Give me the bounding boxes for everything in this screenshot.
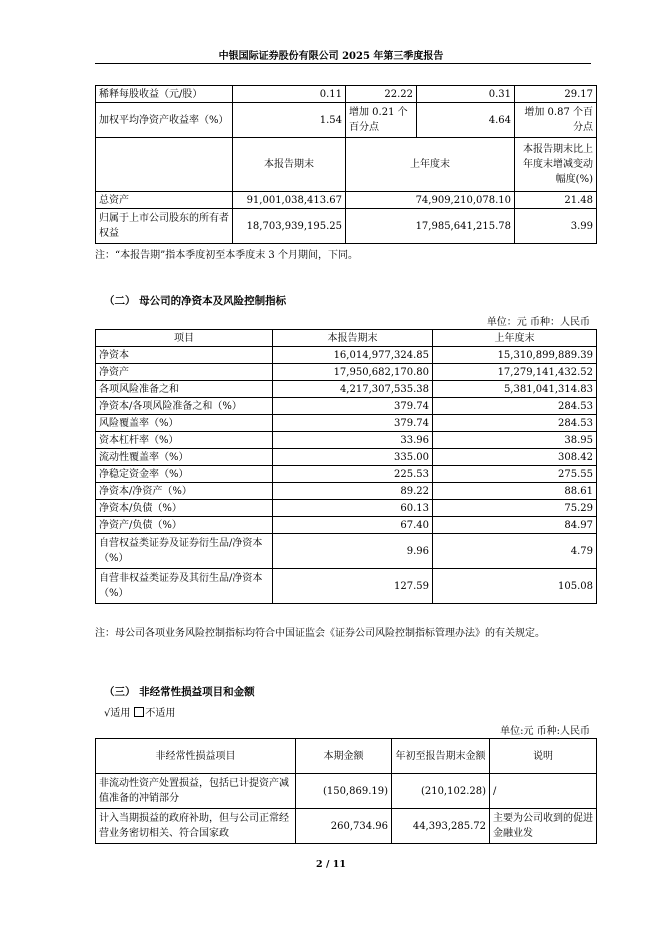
- table-cell: 4.79: [433, 534, 597, 569]
- row-label: 非流动性资产处置损益，包括已计提资产减值准备的冲销部分: [96, 774, 296, 809]
- table-cell: 260,734.96: [296, 809, 392, 844]
- table-cell: 3.99: [515, 209, 597, 244]
- table-cell: 0.11: [233, 86, 346, 103]
- table-row: [96, 398, 597, 415]
- row-label: 加权平均净资产收益率（%）: [96, 103, 233, 138]
- row-label: 总资产: [96, 192, 233, 209]
- table-header-row: [96, 330, 597, 347]
- column-header: 上年度末: [346, 138, 515, 192]
- header-divider: [95, 63, 591, 64]
- column-header: 本报告期末: [233, 138, 346, 192]
- table-cell: 89.22: [273, 483, 433, 500]
- table-row: [96, 534, 597, 569]
- unit-label: 单位：元 币种：人民币: [486, 317, 590, 328]
- table-cell: 1.54: [233, 103, 346, 138]
- row-label: 归属于上市公司股东的所有者权益: [96, 209, 233, 244]
- table-cell: 105.08: [433, 569, 597, 604]
- row-label: 净资产/负债（%）: [96, 517, 273, 534]
- table-row: [96, 209, 597, 244]
- column-header: 说明: [490, 739, 597, 774]
- note-risk-control: 注：母公司各项业务风险控制指标均符合中国证监会《证券公司风险控制指标管理办法》的有关规定。: [95, 628, 545, 639]
- table-cell: 88.61: [433, 483, 597, 500]
- table-row: [96, 347, 597, 364]
- table-row: [96, 432, 597, 449]
- table-row: [96, 415, 597, 432]
- table-cell: 91,001,038,413.67: [233, 192, 346, 209]
- table-row: [96, 500, 597, 517]
- table-cell: 379.74: [273, 398, 433, 415]
- table-cell: 84.97: [433, 517, 597, 534]
- table-cell: 17,985,641,215.78: [346, 209, 515, 244]
- table-cell: 275.55: [433, 466, 597, 483]
- table-cell: 33.96: [273, 432, 433, 449]
- table-cell: 4,217,307,535.38: [273, 381, 433, 398]
- table-cell: 22.22: [346, 86, 417, 103]
- table-cell: 主要为公司收到的促进金融业发: [490, 809, 597, 844]
- table-row: [96, 364, 597, 381]
- table-cell: 18,703,939,195.25: [233, 209, 346, 244]
- table-cell: 9.96: [273, 534, 433, 569]
- checkbox-icon: [134, 707, 144, 717]
- table-cell: 17,279,141,432.52: [433, 364, 597, 381]
- table-row: [96, 449, 597, 466]
- table-cell: 29.17: [515, 86, 597, 103]
- note-report-period: 注：“本报告期”指本季度初至本季度末 3 个月期间，下同。: [95, 250, 358, 261]
- row-label: 自营非权益类证券及其衍生品/净资本（%）: [96, 569, 273, 604]
- table-row: [96, 483, 597, 500]
- table-cell: 335.00: [273, 449, 433, 466]
- table-cell: 16,014,977,324.85: [273, 347, 433, 364]
- section-title-net-capital: （二） 母公司的净资本及风险控制指标: [104, 295, 287, 307]
- table-cell: 284.53: [433, 415, 597, 432]
- table-header-row: [96, 138, 597, 192]
- table-cell: (150,869.19): [296, 774, 392, 809]
- row-label: 各项风险准备之和: [96, 381, 273, 398]
- table-cell: 4.64: [417, 103, 515, 138]
- table-cell: (210,102.28): [392, 774, 490, 809]
- column-header: 本报告期末比上年度末增减变动幅度(%): [515, 138, 597, 192]
- row-label: 自营权益类证券及证券衍生品/净资本（%）: [96, 534, 273, 569]
- column-header: 年初至报告期末金额: [392, 739, 490, 774]
- table-row: [96, 86, 597, 103]
- column-header: 本报告期末: [273, 330, 433, 347]
- row-label: 稀释每股收益（元/股）: [96, 86, 233, 103]
- table-row: [96, 103, 597, 138]
- unit-label: 单位:元 币种:人民币: [500, 726, 590, 737]
- section-title-non-recurring: （三） 非经常性损益项目和金额: [104, 686, 255, 698]
- table-cell: 75.29: [433, 500, 597, 517]
- table-cell: 增加 0.87 个百分点: [515, 103, 597, 138]
- non-recurring-table: [95, 738, 597, 844]
- table-cell: 284.53: [433, 398, 597, 415]
- table-cell: 127.59: [273, 569, 433, 604]
- table-cell: 225.53: [273, 466, 433, 483]
- report-header: 中银国际证券股份有限公司 2025 年第三季度报告: [218, 51, 444, 62]
- column-header: 本期金额: [296, 739, 392, 774]
- table-cell: 15,310,899,889.39: [433, 347, 597, 364]
- column-header: 上年度末: [433, 330, 597, 347]
- table-cell: 17,950,682,170.80: [273, 364, 433, 381]
- table-cell: 308.42: [433, 449, 597, 466]
- table-cell: 67.40: [273, 517, 433, 534]
- table-row: [96, 517, 597, 534]
- table-header-row: [96, 739, 597, 774]
- table-cell: 21.48: [515, 192, 597, 209]
- table-row: [96, 809, 597, 844]
- table-row: [96, 192, 597, 209]
- financial-indicators-table: [95, 85, 597, 244]
- row-label: 计入当期损益的政府补助，但与公司正常经营业务密切相关、符合国家政: [96, 809, 296, 844]
- row-label: 净资本/各项风险准备之和（%）: [96, 398, 273, 415]
- table-cell: 74,909,210,078.10: [346, 192, 515, 209]
- row-label: 净资本/负债（%）: [96, 500, 273, 517]
- row-label: 资本杠杆率（%）: [96, 432, 273, 449]
- table-cell: 38.95: [433, 432, 597, 449]
- table-cell: 5,381,041,314.83: [433, 381, 597, 398]
- row-label: 风险覆盖率（%）: [96, 415, 273, 432]
- table-row: [96, 381, 597, 398]
- table-row: [96, 569, 597, 604]
- column-header: 项目: [96, 330, 273, 347]
- applicability-options: [104, 704, 175, 719]
- row-label: 净稳定资金率（%）: [96, 466, 273, 483]
- table-cell: 44,393,285.72: [392, 809, 490, 844]
- table-cell: 60.13: [273, 500, 433, 517]
- page-number: 2 / 11: [316, 859, 346, 870]
- not-applicable-option: 不适用: [145, 708, 176, 719]
- row-label: 流动性覆盖率（%）: [96, 449, 273, 466]
- table-cell: 0.31: [417, 86, 515, 103]
- applicable-option: √适用: [104, 708, 131, 719]
- table-cell: /: [490, 774, 597, 809]
- table-row: [96, 774, 597, 809]
- table-cell: [96, 138, 233, 192]
- row-label: 净资本/净资产（%）: [96, 483, 273, 500]
- net-capital-table: [95, 329, 597, 604]
- table-cell: 增加 0.21 个百分点: [346, 103, 417, 138]
- column-header: 非经常性损益项目: [96, 739, 296, 774]
- table-cell: 379.74: [273, 415, 433, 432]
- row-label: 净资产: [96, 364, 273, 381]
- table-row: [96, 466, 597, 483]
- row-label: 净资本: [96, 347, 273, 364]
